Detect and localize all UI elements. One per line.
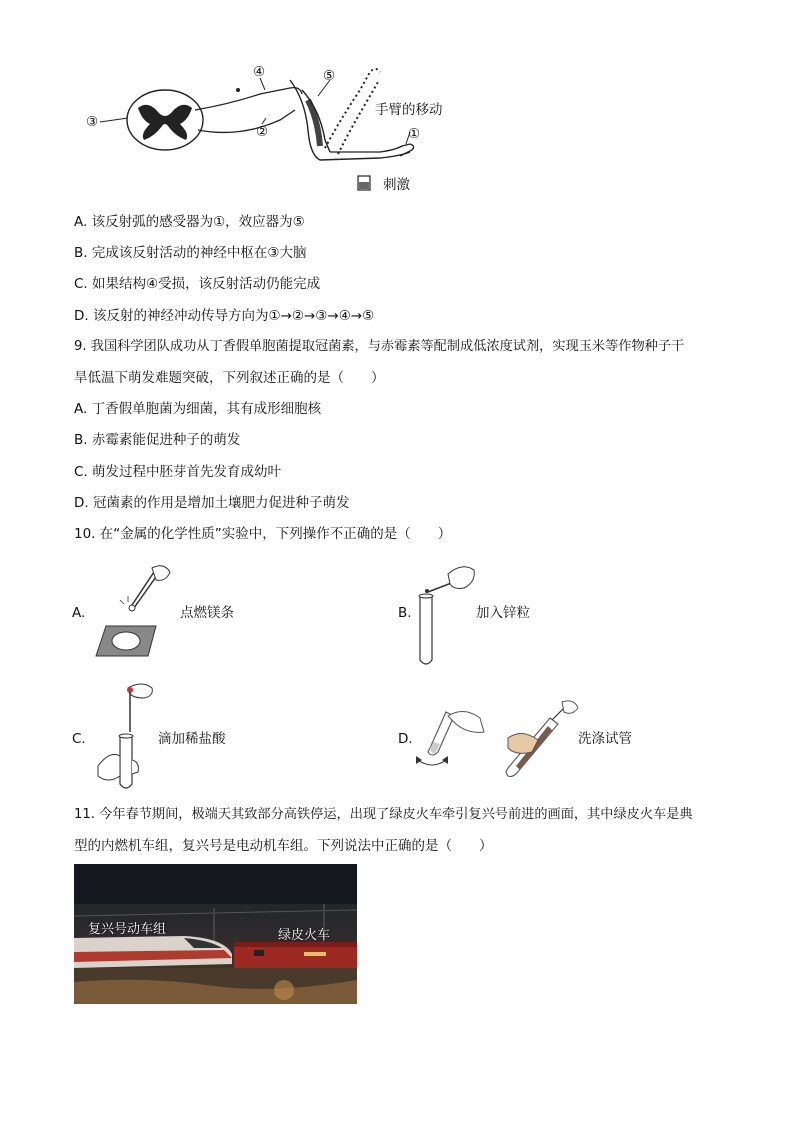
reflex-arc-figure [80, 60, 480, 200]
q9-option-c: C. 萌发过程中胚芽首先发育成幼叶 [74, 464, 282, 480]
q9-stem-line1: 9. 我国科学团队成功从丁香假单胞菌提取冠菌素，与赤霉素等配制成低浓度试剂，实现玉米等作物种子干 [74, 339, 685, 354]
marker-3: ③ [86, 114, 99, 130]
q10-option-a-caption: 点燃镁条 [180, 605, 234, 621]
adding-zinc-illustration [410, 560, 480, 670]
q10-option-c-caption: 滴加稀盐酸 [158, 731, 226, 747]
q8-option-a: A. 该反射弧的感受器为①，效应器为⑤ [74, 214, 305, 230]
marker-1: ① [408, 126, 421, 142]
photo-label-green-train: 绿皮火车 [278, 928, 331, 943]
q9-option-b: B. 赤霉素能促进种子的萌发 [74, 432, 241, 448]
marker-5: ⑤ [323, 68, 336, 84]
q10-option-a-letter: A. [72, 605, 86, 621]
q8-option-d: D. 该反射的神经冲动传导方向为①→②→③→④→⑤ [74, 308, 375, 324]
q8-option-c: C. 如果结构④受损，该反射活动仍能完成 [74, 276, 321, 292]
q8-option-b: B. 完成该反射活动的神经中枢在③大脑 [74, 245, 307, 261]
q9-option-d: D. 冠菌素的作用是增加土壤肥力促进种子萌发 [74, 495, 350, 511]
magnesium-burning-illustration [92, 560, 172, 660]
q9-stem-line2: 旱低温下萌发难题突破，下列叙述正确的是（ ） [74, 370, 385, 386]
dropping-acid-illustration [90, 680, 160, 792]
photo-label-fuxing: 复兴号动车组 [88, 922, 167, 937]
q10-option-d-caption: 洗涤试管 [578, 731, 632, 747]
q10-option-d-letter: D. [398, 731, 413, 747]
q11-stem-line2: 型的内燃机车组，复兴号是电动机车组。下列说法中正确的是（ ） [74, 838, 493, 854]
q9-option-a: A. 丁香假单胞菌为细菌，其有成形细胞核 [74, 401, 322, 417]
q11-stem-line1: 11. 今年春节期间，极端天其致部分高铁停运，出现了绿皮火车牵引复兴号前进的画面，其中绿皮火车是典 [74, 807, 693, 822]
train-photo [74, 864, 357, 1004]
marker-2: ② [256, 124, 269, 140]
arm-movement-label: 手臂的移动 [375, 102, 443, 118]
q10-option-b-caption: 加入锌粒 [476, 605, 530, 621]
washing-tube-illustration [412, 698, 582, 788]
stimulus-label: 刺激 [383, 177, 410, 193]
marker-4: ④ [253, 64, 266, 80]
q10-option-c-letter: C. [72, 731, 86, 747]
q10-option-b-letter: B. [398, 605, 412, 621]
q10-stem: 10. 在“金属的化学性质”实验中，下列操作不正确的是（ ） [74, 526, 452, 542]
